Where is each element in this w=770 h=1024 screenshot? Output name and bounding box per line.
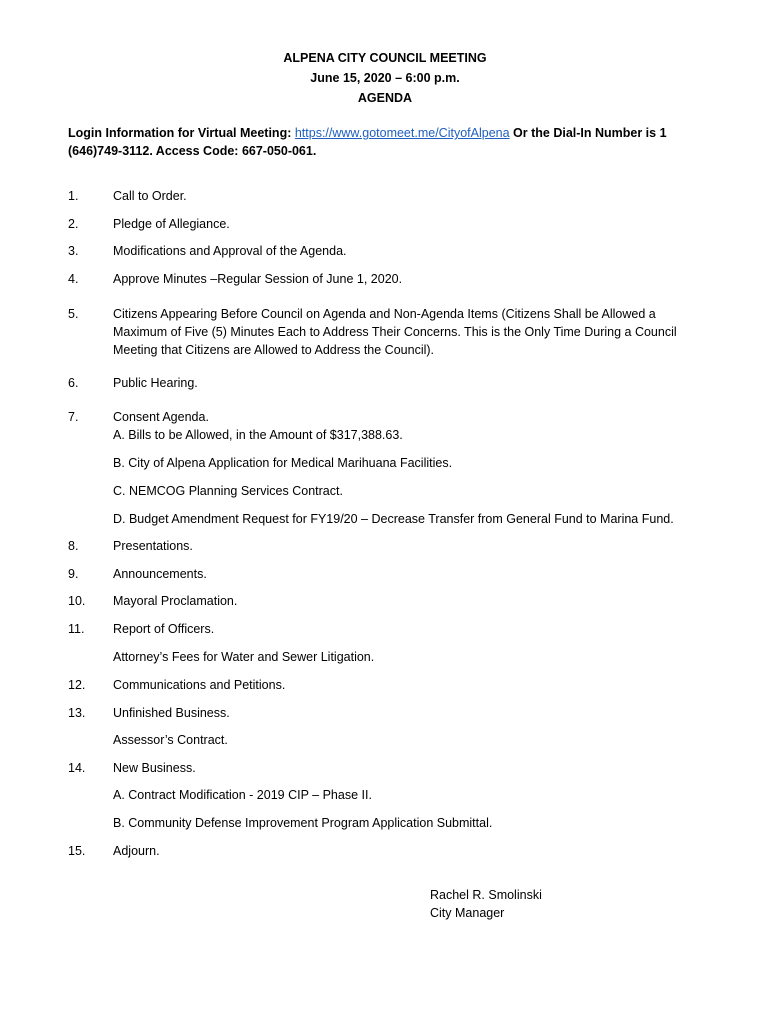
unfinished-subitem: Assessor’s Contract. (113, 733, 228, 747)
item-number: 7. (68, 410, 79, 424)
login-info (68, 124, 688, 160)
consent-item-c: C. NEMCOG Planning Services Contract. (113, 484, 343, 498)
signer-name: Rachel R. Smolinski (430, 888, 542, 902)
item-number: 6. (68, 376, 79, 390)
item-number: 1. (68, 189, 79, 203)
consent-item-b: B. City of Alpena Application for Medical Marihuana Facilities. (113, 456, 453, 470)
signer-title: City Manager (430, 906, 505, 920)
new-business-item-b: B. Community Defense Improvement Program Application Submittal. (113, 816, 493, 830)
item-number: 12. (68, 678, 86, 692)
agenda-heading: AGENDA (357, 91, 413, 105)
document-header (0, 48, 770, 108)
item-number: 3. (68, 244, 79, 258)
item-number: 10. (68, 594, 86, 608)
item-number: 14. (68, 761, 86, 775)
item-text: Modifications and Approval of the Agenda. (113, 244, 347, 258)
item-number: 4. (68, 272, 79, 286)
item-text: Mayoral Proclamation. (113, 594, 238, 608)
signature-block (430, 886, 542, 922)
item-number: 11. (68, 622, 85, 636)
item-text: Unfinished Business. (113, 706, 230, 720)
item-number: 15. (68, 844, 86, 858)
item-text: Adjourn. (113, 844, 160, 858)
item-text: Announcements. (113, 567, 207, 581)
item-number: 9. (68, 567, 79, 581)
item-number: 8. (68, 539, 79, 553)
item-text: Report of Officers. (113, 622, 215, 636)
new-business-item-a: A. Contract Modification - 2019 CIP – Phase II. (113, 788, 372, 802)
item-number: 13. (68, 706, 86, 720)
officers-subitem: Attorney’s Fees for Water and Sewer Litigation. (113, 650, 375, 664)
login-prefix: Login Information for Virtual Meeting: (68, 126, 292, 140)
item-number: 5. (68, 307, 79, 321)
item-text: Consent Agenda. (113, 410, 209, 424)
item-number: 2. (68, 217, 79, 231)
meeting-title: ALPENA CITY COUNCIL MEETING (283, 51, 487, 65)
item-text: Citizens Appearing Before Council on Agenda and Non-Agenda Items (Citizens Shall be Allowed a Maximum of Five (5) Minutes Each to Address Their Concerns. This is the Only Time During a Council Meeting that Citizens are Allowed to Address the Council). (113, 307, 677, 357)
meeting-date: June 15, 2020 – 6:00 p.m. (310, 71, 460, 85)
item-text: Approve Minutes –Regular Session of June 1, 2020. (113, 272, 403, 286)
consent-item-a: A. Bills to be Allowed, in the Amount of $317,388.63. (113, 428, 403, 442)
meeting-link[interactable]: https://www.gotomeet.me/CityofAlpena (294, 126, 510, 140)
item-text: Public Hearing. (113, 376, 198, 390)
login-suffix: Or the Dial-In Number is 1 (646)749-3112. Access Code: 667-050-061. (68, 126, 667, 158)
item-text: Pledge of Allegiance. (113, 217, 230, 231)
consent-item-d: D. Budget Amendment Request for FY19/20 – Decrease Transfer from General Fund to Marina Fund. (113, 512, 674, 526)
item-text: Call to Order. (113, 189, 187, 203)
item-text: New Business. (113, 761, 196, 775)
item-text: Communications and Petitions. (113, 678, 286, 692)
item-text: Presentations. (113, 539, 193, 553)
